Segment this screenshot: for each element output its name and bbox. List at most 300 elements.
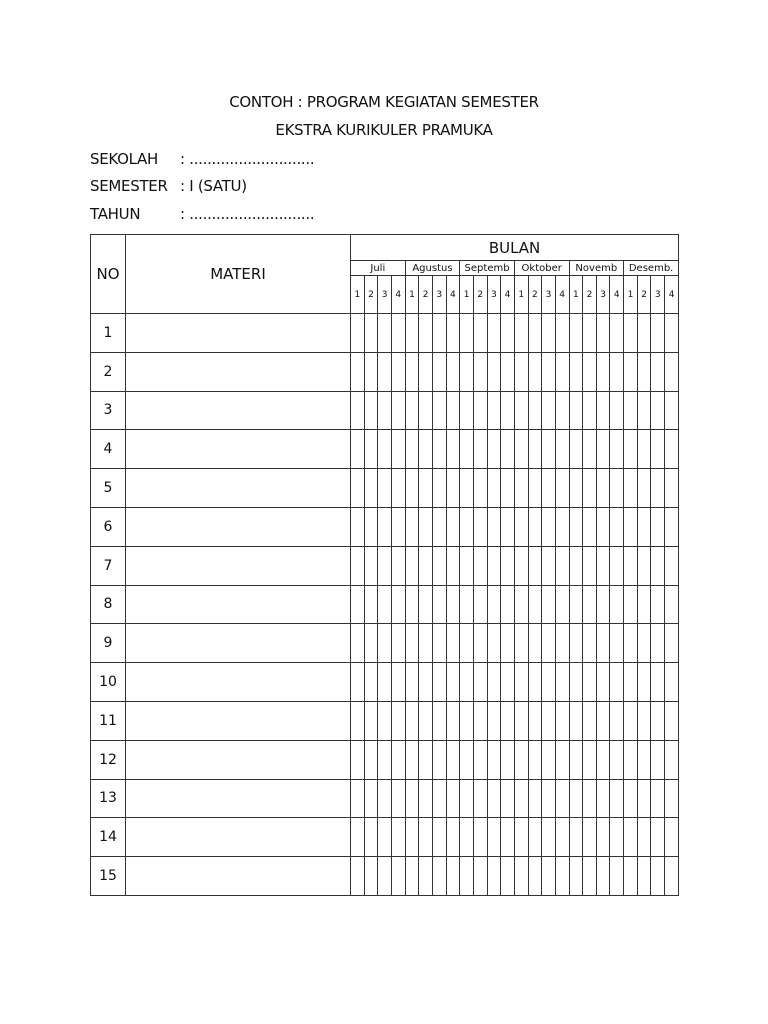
week-cell[interactable] — [351, 430, 365, 469]
week-cell[interactable] — [514, 314, 528, 353]
week-cell[interactable] — [364, 624, 378, 663]
week-cell[interactable] — [637, 430, 651, 469]
week-cell[interactable] — [528, 857, 542, 896]
week-cell[interactable] — [555, 663, 569, 702]
materi-cell[interactable] — [126, 701, 351, 740]
week-cell[interactable] — [391, 624, 405, 663]
week-cell[interactable] — [555, 507, 569, 546]
week-cell[interactable] — [487, 857, 501, 896]
week-cell[interactable] — [487, 585, 501, 624]
materi-cell[interactable] — [126, 314, 351, 353]
week-cell[interactable] — [446, 585, 460, 624]
week-cell[interactable] — [473, 857, 487, 896]
week-cell[interactable] — [351, 663, 365, 702]
week-cell[interactable] — [391, 585, 405, 624]
week-cell[interactable] — [583, 352, 597, 391]
week-cell[interactable] — [364, 740, 378, 779]
week-cell[interactable] — [473, 507, 487, 546]
week-cell[interactable] — [460, 352, 474, 391]
week-cell[interactable] — [651, 740, 665, 779]
week-cell[interactable] — [528, 818, 542, 857]
week-cell[interactable] — [501, 818, 515, 857]
week-cell[interactable] — [637, 624, 651, 663]
week-cell[interactable] — [651, 469, 665, 508]
week-cell[interactable] — [665, 779, 679, 818]
week-cell[interactable] — [351, 779, 365, 818]
week-cell[interactable] — [419, 701, 433, 740]
week-cell[interactable] — [569, 740, 583, 779]
week-cell[interactable] — [528, 740, 542, 779]
week-cell[interactable] — [596, 740, 610, 779]
week-cell[interactable] — [665, 314, 679, 353]
week-cell[interactable] — [528, 391, 542, 430]
week-cell[interactable] — [487, 314, 501, 353]
week-cell[interactable] — [364, 391, 378, 430]
week-cell[interactable] — [446, 663, 460, 702]
week-cell[interactable] — [419, 779, 433, 818]
week-cell[interactable] — [364, 818, 378, 857]
week-cell[interactable] — [569, 701, 583, 740]
week-cell[interactable] — [501, 663, 515, 702]
week-cell[interactable] — [583, 857, 597, 896]
week-cell[interactable] — [596, 818, 610, 857]
week-cell[interactable] — [637, 469, 651, 508]
week-cell[interactable] — [596, 857, 610, 896]
week-cell[interactable] — [446, 624, 460, 663]
week-cell[interactable] — [487, 624, 501, 663]
week-cell[interactable] — [460, 857, 474, 896]
materi-cell[interactable] — [126, 546, 351, 585]
week-cell[interactable] — [432, 857, 446, 896]
materi-cell[interactable] — [126, 779, 351, 818]
week-cell[interactable] — [405, 546, 419, 585]
week-cell[interactable] — [351, 585, 365, 624]
week-cell[interactable] — [446, 507, 460, 546]
week-cell[interactable] — [391, 314, 405, 353]
week-cell[interactable] — [351, 857, 365, 896]
week-cell[interactable] — [637, 546, 651, 585]
week-cell[interactable] — [624, 507, 638, 546]
week-cell[interactable] — [351, 624, 365, 663]
week-cell[interactable] — [391, 779, 405, 818]
week-cell[interactable] — [542, 624, 556, 663]
week-cell[interactable] — [364, 546, 378, 585]
week-cell[interactable] — [624, 314, 638, 353]
week-cell[interactable] — [432, 352, 446, 391]
week-cell[interactable] — [569, 391, 583, 430]
week-cell[interactable] — [378, 585, 392, 624]
week-cell[interactable] — [501, 391, 515, 430]
week-cell[interactable] — [514, 469, 528, 508]
week-cell[interactable] — [487, 701, 501, 740]
week-cell[interactable] — [405, 624, 419, 663]
week-cell[interactable] — [351, 701, 365, 740]
week-cell[interactable] — [419, 314, 433, 353]
week-cell[interactable] — [487, 546, 501, 585]
week-cell[interactable] — [391, 818, 405, 857]
week-cell[interactable] — [596, 546, 610, 585]
week-cell[interactable] — [514, 585, 528, 624]
week-cell[interactable] — [391, 507, 405, 546]
week-cell[interactable] — [555, 779, 569, 818]
week-cell[interactable] — [596, 585, 610, 624]
week-cell[interactable] — [555, 469, 569, 508]
week-cell[interactable] — [528, 663, 542, 702]
week-cell[interactable] — [432, 701, 446, 740]
week-cell[interactable] — [637, 391, 651, 430]
week-cell[interactable] — [665, 507, 679, 546]
week-cell[interactable] — [446, 701, 460, 740]
materi-cell[interactable] — [126, 585, 351, 624]
week-cell[interactable] — [528, 469, 542, 508]
week-cell[interactable] — [446, 391, 460, 430]
week-cell[interactable] — [596, 701, 610, 740]
week-cell[interactable] — [460, 818, 474, 857]
week-cell[interactable] — [391, 352, 405, 391]
week-cell[interactable] — [364, 585, 378, 624]
week-cell[interactable] — [665, 857, 679, 896]
week-cell[interactable] — [378, 857, 392, 896]
week-cell[interactable] — [405, 314, 419, 353]
week-cell[interactable] — [487, 469, 501, 508]
week-cell[interactable] — [651, 352, 665, 391]
week-cell[interactable] — [364, 430, 378, 469]
week-cell[interactable] — [460, 507, 474, 546]
week-cell[interactable] — [378, 663, 392, 702]
week-cell[interactable] — [391, 391, 405, 430]
materi-cell[interactable] — [126, 469, 351, 508]
week-cell[interactable] — [569, 352, 583, 391]
week-cell[interactable] — [637, 857, 651, 896]
week-cell[interactable] — [528, 624, 542, 663]
week-cell[interactable] — [610, 314, 624, 353]
week-cell[interactable] — [583, 663, 597, 702]
week-cell[interactable] — [514, 352, 528, 391]
week-cell[interactable] — [460, 663, 474, 702]
week-cell[interactable] — [460, 740, 474, 779]
week-cell[interactable] — [487, 352, 501, 391]
week-cell[interactable] — [555, 546, 569, 585]
week-cell[interactable] — [473, 314, 487, 353]
week-cell[interactable] — [473, 352, 487, 391]
week-cell[interactable] — [432, 507, 446, 546]
week-cell[interactable] — [596, 779, 610, 818]
week-cell[interactable] — [378, 430, 392, 469]
week-cell[interactable] — [542, 701, 556, 740]
week-cell[interactable] — [596, 430, 610, 469]
week-cell[interactable] — [610, 507, 624, 546]
week-cell[interactable] — [419, 818, 433, 857]
week-cell[interactable] — [596, 624, 610, 663]
week-cell[interactable] — [583, 701, 597, 740]
week-cell[interactable] — [555, 585, 569, 624]
week-cell[interactable] — [651, 507, 665, 546]
week-cell[interactable] — [651, 624, 665, 663]
week-cell[interactable] — [364, 779, 378, 818]
week-cell[interactable] — [610, 857, 624, 896]
week-cell[interactable] — [610, 469, 624, 508]
week-cell[interactable] — [405, 507, 419, 546]
materi-cell[interactable] — [126, 740, 351, 779]
week-cell[interactable] — [624, 857, 638, 896]
week-cell[interactable] — [405, 663, 419, 702]
week-cell[interactable] — [432, 469, 446, 508]
week-cell[interactable] — [378, 701, 392, 740]
week-cell[interactable] — [651, 818, 665, 857]
week-cell[interactable] — [419, 469, 433, 508]
week-cell[interactable] — [555, 430, 569, 469]
week-cell[interactable] — [446, 546, 460, 585]
week-cell[interactable] — [569, 314, 583, 353]
week-cell[interactable] — [514, 779, 528, 818]
week-cell[interactable] — [651, 391, 665, 430]
week-cell[interactable] — [378, 624, 392, 663]
week-cell[interactable] — [419, 430, 433, 469]
week-cell[interactable] — [528, 585, 542, 624]
week-cell[interactable] — [432, 585, 446, 624]
week-cell[interactable] — [637, 314, 651, 353]
week-cell[interactable] — [624, 624, 638, 663]
week-cell[interactable] — [542, 352, 556, 391]
week-cell[interactable] — [473, 740, 487, 779]
week-cell[interactable] — [583, 546, 597, 585]
week-cell[interactable] — [405, 585, 419, 624]
week-cell[interactable] — [364, 352, 378, 391]
week-cell[interactable] — [405, 779, 419, 818]
week-cell[interactable] — [405, 701, 419, 740]
week-cell[interactable] — [460, 546, 474, 585]
materi-cell[interactable] — [126, 352, 351, 391]
week-cell[interactable] — [473, 546, 487, 585]
week-cell[interactable] — [501, 779, 515, 818]
week-cell[interactable] — [460, 624, 474, 663]
week-cell[interactable] — [651, 857, 665, 896]
materi-cell[interactable] — [126, 663, 351, 702]
week-cell[interactable] — [542, 779, 556, 818]
week-cell[interactable] — [624, 469, 638, 508]
week-cell[interactable] — [637, 779, 651, 818]
week-cell[interactable] — [473, 585, 487, 624]
week-cell[interactable] — [473, 391, 487, 430]
week-cell[interactable] — [351, 818, 365, 857]
week-cell[interactable] — [610, 779, 624, 818]
week-cell[interactable] — [610, 818, 624, 857]
week-cell[interactable] — [555, 352, 569, 391]
week-cell[interactable] — [405, 430, 419, 469]
week-cell[interactable] — [364, 314, 378, 353]
week-cell[interactable] — [569, 469, 583, 508]
week-cell[interactable] — [405, 352, 419, 391]
week-cell[interactable] — [610, 701, 624, 740]
week-cell[interactable] — [665, 430, 679, 469]
week-cell[interactable] — [446, 857, 460, 896]
week-cell[interactable] — [351, 546, 365, 585]
week-cell[interactable] — [583, 314, 597, 353]
week-cell[interactable] — [446, 352, 460, 391]
week-cell[interactable] — [583, 391, 597, 430]
materi-cell[interactable] — [126, 818, 351, 857]
week-cell[interactable] — [665, 585, 679, 624]
week-cell[interactable] — [569, 779, 583, 818]
week-cell[interactable] — [378, 818, 392, 857]
week-cell[interactable] — [351, 469, 365, 508]
week-cell[interactable] — [351, 314, 365, 353]
week-cell[interactable] — [583, 624, 597, 663]
week-cell[interactable] — [583, 818, 597, 857]
week-cell[interactable] — [542, 818, 556, 857]
week-cell[interactable] — [419, 740, 433, 779]
week-cell[interactable] — [651, 779, 665, 818]
materi-cell[interactable] — [126, 430, 351, 469]
week-cell[interactable] — [624, 585, 638, 624]
week-cell[interactable] — [651, 663, 665, 702]
week-cell[interactable] — [391, 546, 405, 585]
week-cell[interactable] — [542, 507, 556, 546]
week-cell[interactable] — [583, 779, 597, 818]
week-cell[interactable] — [501, 507, 515, 546]
week-cell[interactable] — [432, 779, 446, 818]
week-cell[interactable] — [405, 469, 419, 508]
week-cell[interactable] — [432, 663, 446, 702]
week-cell[interactable] — [419, 546, 433, 585]
materi-cell[interactable] — [126, 391, 351, 430]
week-cell[interactable] — [460, 701, 474, 740]
week-cell[interactable] — [473, 624, 487, 663]
week-cell[interactable] — [542, 857, 556, 896]
week-cell[interactable] — [583, 740, 597, 779]
week-cell[interactable] — [514, 430, 528, 469]
week-cell[interactable] — [610, 430, 624, 469]
week-cell[interactable] — [555, 701, 569, 740]
week-cell[interactable] — [651, 546, 665, 585]
week-cell[interactable] — [364, 469, 378, 508]
week-cell[interactable] — [391, 663, 405, 702]
week-cell[interactable] — [514, 740, 528, 779]
week-cell[interactable] — [446, 430, 460, 469]
week-cell[interactable] — [637, 818, 651, 857]
week-cell[interactable] — [514, 857, 528, 896]
week-cell[interactable] — [487, 391, 501, 430]
week-cell[interactable] — [542, 740, 556, 779]
materi-cell[interactable] — [126, 507, 351, 546]
week-cell[interactable] — [665, 740, 679, 779]
week-cell[interactable] — [583, 469, 597, 508]
week-cell[interactable] — [473, 779, 487, 818]
week-cell[interactable] — [351, 740, 365, 779]
week-cell[interactable] — [391, 740, 405, 779]
week-cell[interactable] — [624, 430, 638, 469]
week-cell[interactable] — [351, 352, 365, 391]
week-cell[interactable] — [665, 469, 679, 508]
week-cell[interactable] — [473, 469, 487, 508]
week-cell[interactable] — [555, 740, 569, 779]
week-cell[interactable] — [405, 818, 419, 857]
week-cell[interactable] — [596, 352, 610, 391]
week-cell[interactable] — [473, 701, 487, 740]
week-cell[interactable] — [637, 663, 651, 702]
week-cell[interactable] — [446, 779, 460, 818]
week-cell[interactable] — [487, 430, 501, 469]
week-cell[interactable] — [624, 546, 638, 585]
week-cell[interactable] — [419, 663, 433, 702]
week-cell[interactable] — [583, 585, 597, 624]
week-cell[interactable] — [501, 352, 515, 391]
week-cell[interactable] — [487, 740, 501, 779]
week-cell[interactable] — [596, 507, 610, 546]
week-cell[interactable] — [528, 701, 542, 740]
week-cell[interactable] — [378, 779, 392, 818]
week-cell[interactable] — [665, 818, 679, 857]
week-cell[interactable] — [351, 507, 365, 546]
week-cell[interactable] — [528, 507, 542, 546]
week-cell[interactable] — [460, 779, 474, 818]
week-cell[interactable] — [596, 391, 610, 430]
week-cell[interactable] — [624, 740, 638, 779]
week-cell[interactable] — [514, 391, 528, 430]
week-cell[interactable] — [378, 314, 392, 353]
week-cell[interactable] — [665, 546, 679, 585]
week-cell[interactable] — [542, 430, 556, 469]
week-cell[interactable] — [610, 391, 624, 430]
week-cell[interactable] — [555, 857, 569, 896]
week-cell[interactable] — [569, 585, 583, 624]
week-cell[interactable] — [446, 740, 460, 779]
week-cell[interactable] — [624, 391, 638, 430]
week-cell[interactable] — [432, 430, 446, 469]
week-cell[interactable] — [432, 546, 446, 585]
week-cell[interactable] — [501, 857, 515, 896]
week-cell[interactable] — [596, 663, 610, 702]
week-cell[interactable] — [446, 314, 460, 353]
week-cell[interactable] — [665, 663, 679, 702]
week-cell[interactable] — [624, 818, 638, 857]
week-cell[interactable] — [501, 314, 515, 353]
week-cell[interactable] — [624, 701, 638, 740]
week-cell[interactable] — [514, 546, 528, 585]
week-cell[interactable] — [637, 740, 651, 779]
week-cell[interactable] — [569, 507, 583, 546]
week-cell[interactable] — [528, 430, 542, 469]
week-cell[interactable] — [569, 663, 583, 702]
week-cell[interactable] — [419, 624, 433, 663]
week-cell[interactable] — [473, 818, 487, 857]
week-cell[interactable] — [487, 507, 501, 546]
week-cell[interactable] — [610, 624, 624, 663]
week-cell[interactable] — [665, 701, 679, 740]
week-cell[interactable] — [473, 663, 487, 702]
week-cell[interactable] — [583, 430, 597, 469]
week-cell[interactable] — [501, 546, 515, 585]
week-cell[interactable] — [651, 314, 665, 353]
week-cell[interactable] — [651, 585, 665, 624]
week-cell[interactable] — [596, 314, 610, 353]
week-cell[interactable] — [528, 779, 542, 818]
week-cell[interactable] — [460, 585, 474, 624]
week-cell[interactable] — [528, 314, 542, 353]
week-cell[interactable] — [624, 352, 638, 391]
week-cell[interactable] — [432, 624, 446, 663]
week-cell[interactable] — [542, 391, 556, 430]
week-cell[interactable] — [432, 314, 446, 353]
week-cell[interactable] — [419, 352, 433, 391]
week-cell[interactable] — [501, 740, 515, 779]
week-cell[interactable] — [460, 391, 474, 430]
week-cell[interactable] — [651, 430, 665, 469]
week-cell[interactable] — [542, 663, 556, 702]
week-cell[interactable] — [637, 701, 651, 740]
week-cell[interactable] — [432, 818, 446, 857]
week-cell[interactable] — [514, 624, 528, 663]
